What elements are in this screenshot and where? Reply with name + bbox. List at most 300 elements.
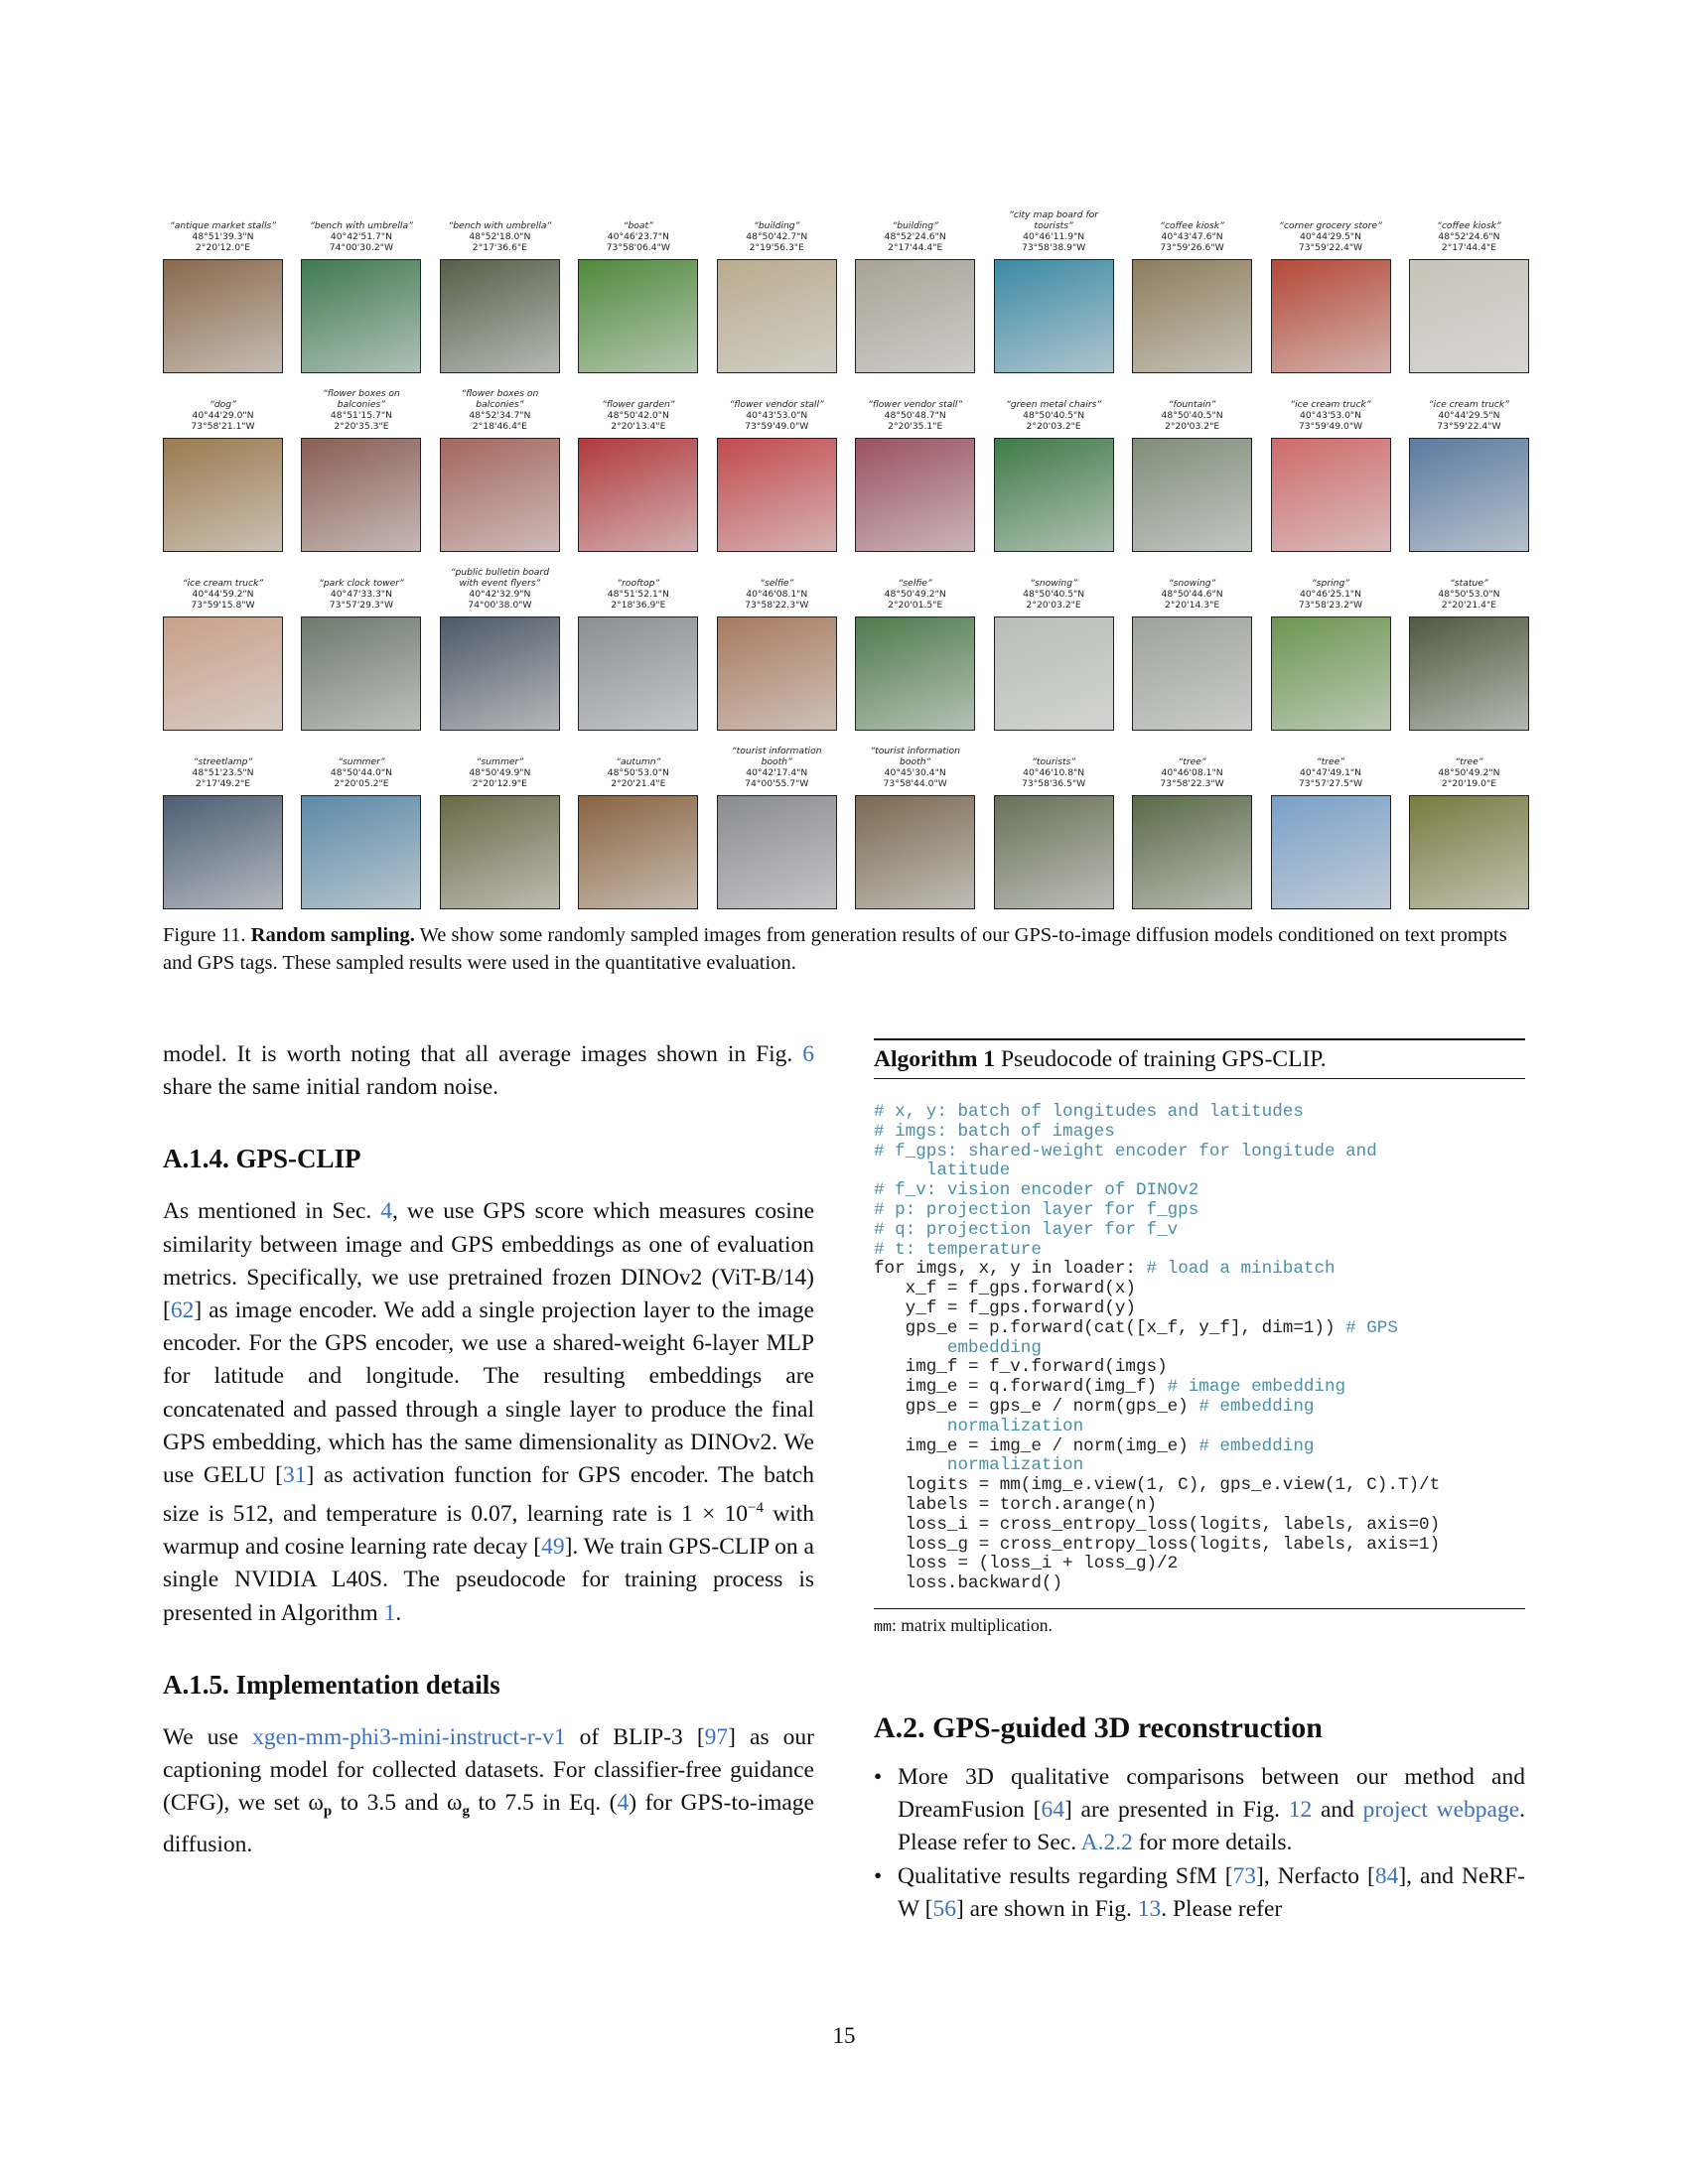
sample-prompt: “streetlamp” [193,755,253,767]
code-line: latitude [874,1160,1011,1181]
sample-coordinate: 48°52'34.7"N [469,409,531,421]
sample-coordinate: 48°50'40.5"N [1023,588,1085,600]
sample-coordinate: 2°20'19.0"E [1441,777,1497,789]
sample-prompt: “statue” [1450,577,1488,589]
algorithm-header [874,1038,1525,1079]
sample-prompt: “selfie” [898,577,932,589]
figure-row [163,373,1529,552]
fig-ref-6[interactable]: 6 [802,1041,814,1067]
code-line: embedding [874,1337,1042,1358]
left-column [163,1038,814,1861]
sample-image [1409,616,1529,731]
eq-ref-4[interactable]: 4 [617,1790,630,1817]
sample-coordinate: 40°42'17.4"N [746,766,808,778]
sample-prompt: “boat” [623,219,653,231]
sample-coordinate: 48°52'24.6"N [884,230,946,242]
sample-coordinate: 2°17'36.6"E [472,241,527,253]
sample-cell [855,731,975,909]
code-line: for imgs, x, y in loader: # load a minibatch [874,1259,1336,1280]
sample-prompt: “dog” [210,398,236,410]
sample-prompt: “antique market stalls” [169,219,277,231]
sample-coordinate: 73°58'44.0"W [883,777,947,789]
sample-prompt: “snowing” [1030,577,1077,589]
sample-image [1132,438,1252,552]
sample-coordinate: 73°58'22.3"W [745,599,809,611]
sample-coordinate: 73°58'23.2"W [1298,599,1363,611]
sample-prompt: “selfie” [760,577,794,589]
sample-cell [578,373,698,552]
sample-caption [301,731,421,795]
sample-coordinate: 2°20'21.4"E [611,777,666,789]
sample-image [163,438,283,552]
code-line: loss.backward() [874,1573,1063,1594]
sample-prompt: “autumn” [616,755,661,767]
sample-cell [1132,195,1252,373]
code-line: logits = mm(img_e.view(1, C), gps_e.view(1, C).T)/t [874,1475,1441,1496]
sample-image [855,438,975,552]
code-line: # x, y: batch of longitudes and latitudes [874,1102,1304,1122]
sample-image [301,795,421,909]
sample-caption [440,552,560,616]
sample-caption [163,552,283,616]
sample-coordinate: 2°20'05.2"E [334,777,389,789]
sample-cell [717,195,837,373]
sample-cell [301,552,421,731]
sample-image [1271,259,1391,373]
sample-coordinate: 48°51'23.5"N [192,766,254,778]
sample-coordinate: 40°46'08.1"N [746,588,808,600]
sample-prompt: “building” [754,219,800,231]
sample-coordinate: 73°57'27.5"W [1298,777,1363,789]
sample-prompt: “tree” [1178,755,1206,767]
sample-coordinate: 40°47'33.3"N [330,588,392,600]
sample-cell [855,552,975,731]
sample-prompt: “city map board for tourists” [1009,208,1099,231]
sample-cell [440,552,560,731]
sample-prompt: “snowing” [1168,577,1216,589]
code-line: # f_v: vision encoder of DINOv2 [874,1180,1199,1201]
alg-ref-1[interactable]: 1 [383,1599,396,1626]
sample-prompt: “bench with umbrella” [448,219,552,231]
sample-image [1132,795,1252,909]
sample-caption [717,373,837,438]
code-line: normalization [874,1455,1084,1476]
sample-coordinate: 73°58'21.1"W [191,420,255,432]
sample-prompt: “ice cream truck” [182,577,264,589]
sample-coordinate: 40°43'53.0"N [746,409,808,421]
sample-coordinate: 48°51'52.1"N [607,588,669,600]
sample-coordinate: 48°50'48.7"N [884,409,946,421]
sample-cell [578,552,698,731]
sample-coordinate: 2°20'03.2"E [1026,420,1081,432]
sample-caption [163,731,283,795]
sample-coordinate: 48°50'40.5"N [1161,409,1223,421]
sample-image [163,616,283,731]
sample-caption [440,731,560,795]
fig-ref-12[interactable]: 12 [1288,1797,1313,1824]
sample-caption [1409,731,1529,795]
sample-image [994,259,1114,373]
sample-coordinate: 40°44'29.5"N [1299,230,1362,242]
cite-31[interactable]: 31 [282,1462,307,1489]
sample-caption [578,552,698,616]
sample-prompt: “fountain” [1168,398,1216,410]
sample-image [855,259,975,373]
sec-ref-4[interactable]: 4 [380,1198,393,1225]
sample-caption [855,731,975,795]
sample-caption [994,552,1114,616]
sample-coordinate: 2°20'21.4"E [1441,599,1497,611]
blip3-model-link[interactable]: xgen-mm-phi3-mini-instruct-r-v1 [252,1723,566,1750]
sample-coordinate: 2°17'44.4"E [1441,241,1497,253]
sample-prompt: “flower vendor stall” [729,398,824,410]
sample-cell [440,195,560,373]
sample-prompt: “tourists” [1032,755,1076,767]
sample-cell [578,195,698,373]
sample-coordinate: 74°00'30.2"W [329,241,394,253]
algorithm-footnote: mm: matrix multiplication. [874,1608,1525,1636]
sample-caption [855,552,975,616]
sample-caption [301,195,421,259]
sample-coordinate: 73°57'29.3"W [329,599,394,611]
code-line: x_f = f_gps.forward(x) [874,1279,1136,1299]
sample-prompt: “corner grocery store” [1279,219,1382,231]
sample-cell [440,373,560,552]
sample-image [717,438,837,552]
cite-56[interactable]: 56 [932,1895,956,1922]
code-line: loss_i = cross_entropy_loss(logits, labels, axis=0) [874,1514,1441,1535]
sample-caption [994,195,1114,259]
sample-image [1132,616,1252,731]
sample-coordinate: 2°18'46.4"E [472,420,527,432]
figure-row [163,731,1529,909]
caption-text: We show some randomly sampled images from generation results of our GPS-to-image diffusion models conditioned on text prompts and GPS tags. These sampled results were used in the quantitative evaluation. [163,924,1507,974]
code-line: # imgs: batch of images [874,1121,1115,1142]
caption-label: Figure 11. [163,924,246,946]
sample-image [440,795,560,909]
sample-prompt: “flower boxes on balconies” [461,387,539,410]
sample-coordinate: 73°59'49.0"W [1298,420,1363,432]
sample-image [1409,259,1529,373]
code-line: # p: projection layer for f_gps [874,1199,1199,1220]
sample-coordinate: 48°51'15.7"N [330,409,392,421]
sample-coordinate: 48°50'49.2"N [1438,766,1500,778]
sample-caption [163,373,283,438]
sample-coordinate: 48°50'53.0"N [1438,588,1500,600]
figure-row [163,552,1529,731]
sample-image [163,259,283,373]
sample-prompt: “park clock tower” [319,577,404,589]
sample-caption [578,195,698,259]
code-line: # q: projection layer for f_v [874,1219,1179,1240]
code-line: img_e = q.forward(img_f) # image embedding [874,1377,1346,1398]
sample-caption [1409,552,1529,616]
sample-cell [855,373,975,552]
sec-ref-a22[interactable]: A.2.2 [1080,1830,1133,1856]
sample-prompt: “flower garden” [602,398,675,410]
sample-cell [855,195,975,373]
list-item: • More 3D qualitative comparisons between our method and DreamFusion [64] are presented in Fig. 12 and project webpage. Please refer to Sec. A.2.2 for more details. [874,1761,1525,1860]
sample-cell [1409,552,1529,731]
sample-coordinate: 40°46'10.8"N [1023,766,1085,778]
figure-caption [163,921,1529,977]
sample-coordinate: 48°50'49.9"N [469,766,531,778]
sample-cell [1132,731,1252,909]
sample-prompt: “ice cream truck” [1428,398,1510,410]
sample-coordinate: 73°58'22.3"W [1160,777,1224,789]
caption-title: Random sampling. [250,924,415,946]
code-line: gps_e = p.forward(cat([x_f, y_f], dim=1)) # GPS [874,1317,1398,1338]
sample-coordinate: 48°51'39.3"N [192,230,254,242]
sample-caption [1132,731,1252,795]
sample-coordinate: 48°50'53.0"N [607,766,669,778]
sample-cell [717,552,837,731]
sample-coordinate: 74°00'55.7"W [745,777,809,789]
sample-prompt: “summer” [476,755,524,767]
sample-caption [1132,373,1252,438]
sample-coordinate: 73°58'36.5"W [1021,777,1086,789]
sample-image [717,795,837,909]
sample-prompt: “coffee kiosk” [1160,219,1224,231]
sample-image [301,616,421,731]
sample-caption [301,373,421,438]
sample-caption [301,552,421,616]
sample-coordinate: 40°43'47.6"N [1161,230,1223,242]
sample-coordinate: 2°20'12.0"E [195,241,251,253]
project-webpage-link[interactable]: project webpage [1362,1797,1520,1824]
sample-coordinate: 40°44'59.2"N [192,588,254,600]
sample-prompt: “rooftop” [617,577,660,589]
sample-coordinate: 73°59'22.4"W [1298,241,1363,253]
cite-64[interactable]: 64 [1041,1797,1064,1824]
sample-coordinate: 73°58'06.4"W [606,241,670,253]
sample-caption [1271,731,1391,795]
sample-prompt: “bench with umbrella” [310,219,413,231]
sample-cell [301,373,421,552]
sample-caption [1271,195,1391,259]
sample-caption [163,195,283,259]
algorithm-label: Algorithm 1 [874,1046,996,1072]
sample-image [717,259,837,373]
heading-gps-clip: A.1.4. GPS-CLIP [163,1144,361,1174]
bullet-list [874,1761,1525,1926]
sample-caption [440,373,560,438]
sample-image [578,795,698,909]
sample-cell [1409,195,1529,373]
gps-clip-paragraph: As mentioned in Sec. 4, we use GPS score which measures cosine similarity between image and GPS embeddings as one of evaluation metrics. Specifically, we use pretrained frozen DINOv2 (ViT-B/14) [62] as image encoder. We add a single projection layer to the image encoder. For the GPS encoder, we use a shared-weight 6-layer MLP for latitude and longitude. The resulting embeddings are concatenated and passed through a single layer to produce the final GPS embedding, which has the same dimensionality as DINOv2. We use GELU [31] as activation function for GPS encoder. The batch size is 512, and temperature is 0.07, learning rate is $1 \times 10^{-4}$ with warmup and cosine learning rate decay [49]. We train GPS-CLIP on a single NVIDIA L40S. The pseudocode for training process is presented in Algorithm 1. [163,1198,815,1626]
sample-image [994,795,1114,909]
sample-image [578,616,698,731]
sample-cell [994,731,1114,909]
sample-cell [1132,373,1252,552]
sample-coordinate: 48°50'42.0"N [607,409,669,421]
algorithm-code [874,1103,1525,1594]
sample-image [578,438,698,552]
sample-cell [163,552,283,731]
sample-coordinate: 2°20'01.5"E [888,599,943,611]
figure-11-grid [163,195,1529,909]
algorithm-title: Pseudocode of training GPS-CLIP. [1000,1046,1327,1072]
sample-coordinate: 2°17'44.4"E [888,241,943,253]
sample-image [440,259,560,373]
sample-coordinate: 48°50'44.0"N [330,766,392,778]
sample-coordinate: 73°58'38.9"W [1021,241,1086,253]
sample-coordinate: 40°46'08.1"N [1161,766,1223,778]
sample-coordinate: 48°50'40.5"N [1023,409,1085,421]
sample-caption [578,731,698,795]
heading-implementation: A.1.5. Implementation details [163,1669,500,1700]
sample-cell [1271,373,1391,552]
sample-coordinate: 74°00'38.0"W [468,599,532,611]
sample-caption [1132,552,1252,616]
sample-caption [1409,373,1529,438]
sample-coordinate: 48°52'18.0"N [469,230,531,242]
sample-coordinate: 2°20'13.4"E [611,420,666,432]
sample-caption [1271,373,1391,438]
sample-caption [1132,195,1252,259]
sample-prompt: “summer” [338,755,385,767]
sample-caption [1409,195,1529,259]
sample-cell [163,373,283,552]
sample-coordinate: 2°20'03.2"E [1026,599,1081,611]
sample-coordinate: 2°18'36.9"E [611,599,666,611]
sample-cell [163,731,283,909]
figure-row [163,195,1529,373]
sample-caption [578,373,698,438]
code-line: labels = torch.arange(n) [874,1494,1158,1515]
sample-cell [1271,195,1391,373]
sample-caption [440,195,560,259]
sample-cell [1409,373,1529,552]
fig-ref-13[interactable]: 13 [1137,1895,1162,1922]
sample-cell [163,195,283,373]
sample-coordinate: 40°42'51.7"N [330,230,392,242]
sample-prompt: “spring” [1311,577,1350,589]
sample-image [717,616,837,731]
sample-image [301,259,421,373]
sample-image [440,616,560,731]
sample-coordinate: 48°50'49.2"N [884,588,946,600]
sample-cell [301,731,421,909]
code-line: img_e = img_e / norm(img_e) # embedding [874,1435,1315,1456]
sample-prompt: “flower vendor stall” [868,398,963,410]
sample-prompt: “tourist information booth” [870,745,960,767]
sample-coordinate: 73°59'26.6"W [1160,241,1224,253]
sample-cell [1271,731,1391,909]
cite-62[interactable]: 62 [170,1297,195,1324]
sample-coordinate: 2°20'03.2"E [1164,420,1220,432]
sample-coordinate: 40°46'11.9"N [1023,230,1085,242]
sample-caption [994,731,1114,795]
cite-84[interactable]: 84 [1374,1862,1399,1889]
sample-coordinate: 40°46'25.1"N [1299,588,1362,600]
sample-caption [1271,552,1391,616]
code-line: # t: temperature [874,1239,1042,1260]
cite-73[interactable]: 73 [1232,1862,1257,1889]
sample-image [1132,259,1252,373]
heading-3d-reconstruction: A.2. GPS-guided 3D reconstruction [874,1710,1323,1744]
sample-prompt: “tourist information booth” [731,745,822,767]
sample-coordinate: 73°59'22.4"W [1437,420,1501,432]
sample-coordinate: 2°20'14.3"E [1164,599,1220,611]
cite-97[interactable]: 97 [704,1723,729,1750]
cite-49[interactable]: 49 [541,1534,565,1561]
list-item: • Qualitative results regarding SfM [73], Nerfacto [84], and NeRF-W [56] are shown in Fig. 13. Please refer [874,1860,1525,1926]
sample-caption [717,195,837,259]
code-line: loss_g = cross_entropy_loss(logits, labels, axis=1) [874,1534,1441,1555]
sample-image [301,438,421,552]
sample-coordinate: 40°47'49.1"N [1299,766,1362,778]
sample-coordinate: 40°45'30.4"N [884,766,946,778]
sample-cell [994,373,1114,552]
sample-coordinate: 2°17'49.2"E [195,777,251,789]
sample-caption [717,731,837,795]
code-line: y_f = f_gps.forward(y) [874,1297,1136,1318]
sample-prompt: “ice cream truck” [1290,398,1371,410]
code-line: loss = (loss_i + loss_g)/2 [874,1554,1179,1574]
sample-image [855,795,975,909]
sample-prompt: “building” [892,219,938,231]
sample-coordinate: 48°50'42.7"N [746,230,808,242]
sample-caption [855,195,975,259]
sample-image [994,438,1114,552]
sample-coordinate: 2°20'12.9"E [472,777,527,789]
sample-prompt: “flower boxes on balconies” [323,387,400,410]
right-column [874,1038,1525,1926]
sample-cell [1271,552,1391,731]
sample-cell [301,195,421,373]
sample-coordinate: 40°44'29.0"N [192,409,254,421]
sample-cell [994,552,1114,731]
sample-coordinate: 73°59'15.8"W [191,599,255,611]
sample-coordinate: 2°20'35.1"E [888,420,943,432]
sample-prompt: “public bulletin board with event flyers” [450,566,550,589]
sample-coordinate: 40°44'29.5"N [1438,409,1500,421]
code-line: # f_gps: shared-weight encoder for longitude and [874,1141,1377,1161]
code-line: img_f = f_v.forward(imgs) [874,1357,1168,1378]
sample-coordinate: 48°50'44.6"N [1161,588,1223,600]
sample-image [994,616,1114,731]
sample-prompt: “tree” [1455,755,1483,767]
implementation-paragraph: We use xgen-mm-phi3-mini-instruct-r-v1 of BLIP-3 [97] as our captioning model for collected datasets. For classifier-free guidance (CFG), we set $\omega_p$ to 3.5 and $\omega_g$ to 7.5 in Eq. (4) for GPS-to-image diffusion. [163,1723,814,1858]
sample-coordinate: 48°52'24.6"N [1438,230,1500,242]
sample-coordinate: 2°20'35.3"E [334,420,389,432]
sample-caption [855,373,975,438]
sample-image [855,616,975,731]
intro-paragraph: model. It is worth noting that all average images shown in Fig. 6 share the same initial random noise. [163,1041,814,1101]
sample-coordinate: 2°19'56.3"E [749,241,804,253]
sample-caption [994,373,1114,438]
sample-image [1409,438,1529,552]
sample-cell [717,731,837,909]
sample-image [1271,616,1391,731]
sample-cell [440,731,560,909]
sample-cell [578,731,698,909]
sample-image [163,795,283,909]
sample-prompt: “tree” [1316,755,1345,767]
sample-coordinate: 40°42'32.9"N [469,588,531,600]
page-number: 15 [832,2023,856,2048]
sample-image [440,438,560,552]
sample-cell [1132,552,1252,731]
sample-image [1271,795,1391,909]
sample-coordinate: 40°43'53.0"N [1299,409,1362,421]
code-line: normalization [874,1416,1084,1436]
sample-image [578,259,698,373]
sample-prompt: “green metal chairs” [1006,398,1102,410]
sample-coordinate: 73°59'49.0"W [745,420,809,432]
sample-image [1409,795,1529,909]
